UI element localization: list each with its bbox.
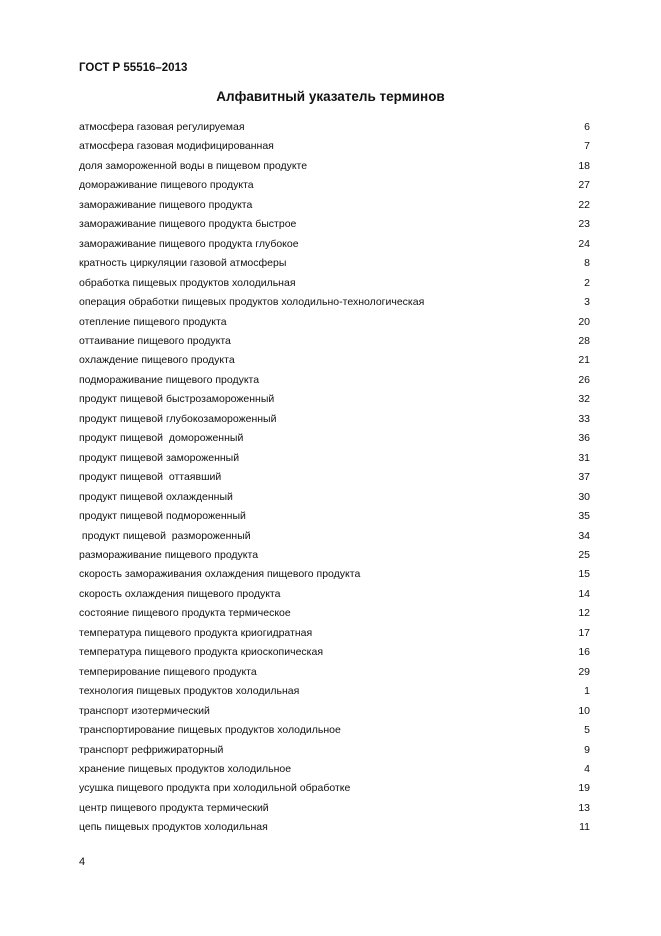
entry-term: атмосфера газовая модифицированная (79, 140, 274, 153)
entry-term: доля замороженной воды в пищевом продукте (79, 159, 308, 172)
entry-page: 16 (578, 646, 590, 659)
page-number: 4 (79, 856, 86, 868)
entry-term: температура пищевого продукта криогидратная (79, 626, 313, 639)
index-entry (79, 565, 599, 584)
entry-page: 22 (578, 198, 590, 211)
entry-page: 26 (578, 373, 590, 386)
entry-page: 23 (578, 218, 590, 231)
index-entry (79, 818, 599, 837)
index-entry (79, 410, 599, 429)
entry-term: хранение пищевых продуктов холодильное (79, 762, 292, 775)
index-entry (79, 682, 599, 701)
entry-page: 35 (578, 510, 590, 523)
index-entry (79, 313, 599, 332)
entry-term: технология пищевых продуктов холодильная (79, 685, 300, 698)
entry-page: 11 (579, 821, 590, 834)
index-entry (79, 507, 599, 526)
entry-term: отепление пищевого продукта (79, 315, 227, 328)
entry-term: подмораживание пищевого продукта (79, 373, 260, 386)
index-entry (79, 332, 599, 351)
index-entry (79, 429, 599, 448)
index-entry (79, 779, 599, 798)
entry-term: продукт пищевой быстрозамороженный (79, 393, 275, 406)
entry-term: замораживание пищевого продукта (79, 198, 253, 211)
index-entry (79, 293, 599, 312)
entry-page: 13 (578, 801, 590, 814)
entry-term: замораживание пищевого продукта быстрое (79, 218, 297, 231)
entry-term: продукт пищевой глубокозамороженный (79, 412, 277, 425)
index-entry (79, 585, 599, 604)
index-entry (79, 157, 599, 176)
entry-page: 6 (584, 121, 590, 133)
entry-page: 37 (578, 471, 590, 484)
entry-page: 31 (578, 451, 590, 464)
index-entry (79, 390, 599, 409)
entry-term: продукт пищевой размороженный (79, 529, 251, 542)
entry-page: 25 (578, 548, 590, 561)
index-entry (79, 604, 599, 623)
entry-term: продукт пищевой оттаявший (79, 471, 222, 484)
entry-term: температура пищевого продукта криоскопическая (79, 646, 324, 659)
index-entry (79, 449, 599, 468)
index-entry (79, 274, 599, 293)
entry-page: 10 (578, 704, 590, 717)
term-index-list (79, 118, 599, 838)
entry-term: замораживание пищевого продукта глубокое (79, 237, 299, 250)
entry-page: 34 (578, 529, 590, 542)
entry-page: 4 (584, 762, 590, 775)
entry-page: 19 (578, 782, 590, 795)
entry-term: скорость замораживания охлаждения пищевого продукта (79, 568, 361, 581)
entry-page: 12 (578, 607, 590, 620)
entry-term: транспорт рефрижираторный (79, 743, 224, 756)
entry-term: продукт пищевой домороженный (79, 432, 244, 445)
entry-page: 17 (578, 626, 590, 639)
entry-page: 7 (584, 140, 590, 153)
entry-page: 8 (584, 257, 590, 270)
index-entry (79, 760, 599, 779)
entry-term: продукт пищевой подмороженный (79, 510, 246, 523)
entry-page: 9 (584, 743, 590, 756)
entry-term: оттаивание пищевого продукта (79, 334, 231, 347)
standard-code: ГОСТ Р 55516–2013 (79, 62, 188, 74)
entry-term: транспортирование пищевых продуктов холодильное (79, 724, 341, 737)
entry-term: операция обработки пищевых продуктов холодильно-технологическая (79, 296, 425, 309)
entry-page: 33 (578, 412, 590, 425)
index-entry (79, 254, 599, 273)
index-entry (79, 702, 599, 721)
index-entry (79, 118, 599, 137)
index-entry (79, 546, 599, 565)
entry-page: 30 (578, 490, 590, 503)
entry-page: 15 (578, 568, 590, 581)
index-entry (79, 176, 599, 195)
entry-term: обработка пищевых продуктов холодильная (79, 276, 296, 289)
entry-page: 27 (578, 179, 590, 192)
index-entry (79, 196, 599, 215)
entry-term: размораживание пищевого продукта (79, 548, 259, 561)
entry-page: 20 (578, 315, 590, 328)
entry-page: 24 (578, 237, 590, 250)
entry-term: продукт пищевой охлажденный (79, 490, 233, 503)
index-entry (79, 468, 599, 487)
entry-term: охлаждение пищевого продукта (79, 354, 235, 367)
entry-page: 29 (578, 665, 590, 678)
index-entry (79, 215, 599, 234)
entry-page: 28 (578, 334, 590, 347)
entry-term: усушка пищевого продукта при холодильной обработке (79, 782, 351, 795)
entry-page: 36 (578, 432, 590, 445)
index-entry (79, 235, 599, 254)
index-entry (79, 721, 599, 740)
entry-page: 5 (584, 724, 590, 737)
entry-page: 18 (578, 159, 590, 172)
entry-term: цепь пищевых продуктов холодильная (79, 821, 268, 834)
index-entry (79, 351, 599, 370)
index-entry (79, 137, 599, 156)
entry-term: атмосфера газовая регулируемая (79, 121, 245, 133)
entry-page: 1 (584, 685, 590, 698)
entry-page: 14 (578, 587, 590, 600)
entry-term: темперирование пищевого продукта (79, 665, 257, 678)
entry-term: состояние пищевого продукта термическое (79, 607, 291, 620)
entry-term: продукт пищевой замороженный (79, 451, 240, 464)
index-entry (79, 741, 599, 760)
index-entry (79, 527, 599, 546)
index-entry (79, 371, 599, 390)
entry-term: скорость охлаждения пищевого продукта (79, 587, 281, 600)
entry-term: домораживание пищевого продукта (79, 179, 254, 192)
entry-page: 3 (584, 296, 590, 309)
index-entry (79, 624, 599, 643)
index-entry (79, 799, 599, 818)
entry-page: 32 (578, 393, 590, 406)
entry-term: кратность циркуляции газовой атмосферы (79, 257, 287, 270)
index-title: Алфавитный указатель терминов (216, 89, 445, 104)
index-entry (79, 663, 599, 682)
entry-page: 21 (578, 354, 590, 367)
entry-term: транспорт изотермический (79, 704, 210, 717)
index-entry (79, 643, 599, 662)
entry-page: 2 (584, 276, 590, 289)
entry-term: центр пищевого продукта термический (79, 801, 269, 814)
index-entry (79, 488, 599, 507)
